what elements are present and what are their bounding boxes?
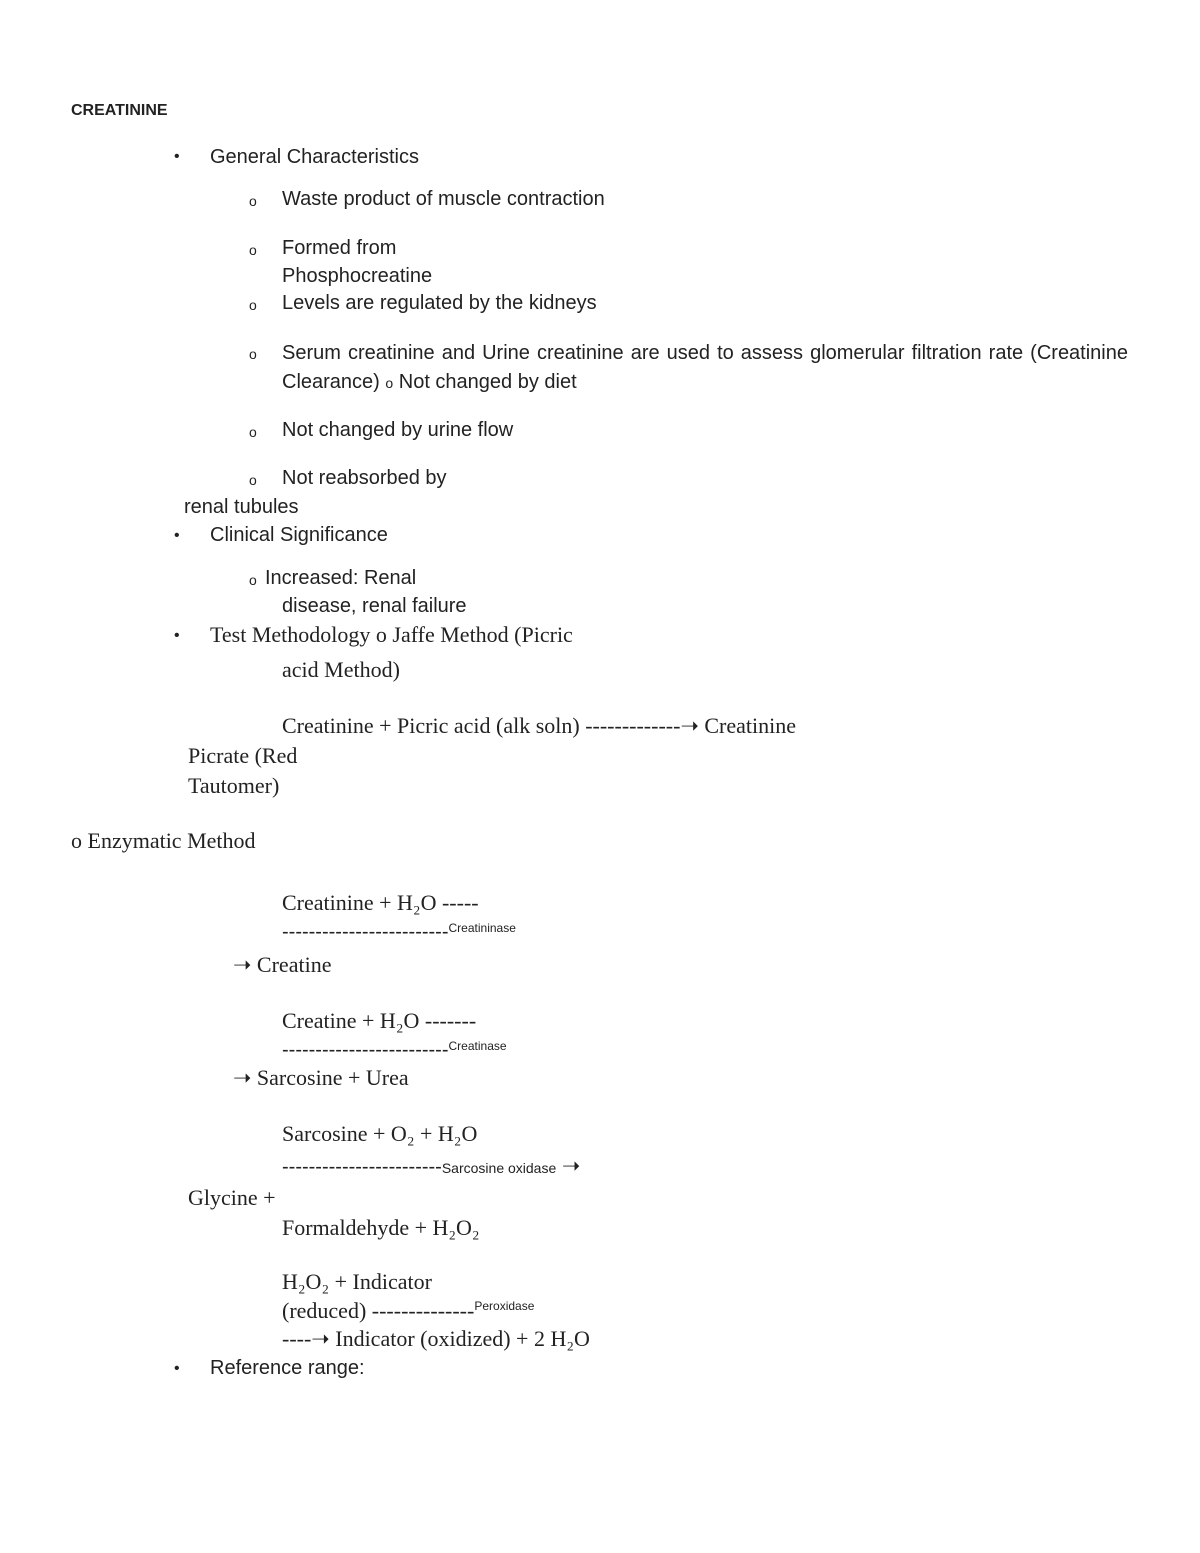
eq2-product: ➝ Sarcosine + Urea	[233, 1065, 409, 1090]
eq4-line3: ----➝ Indicator (oxidized) + 2 H₂O	[282, 1326, 590, 1351]
bullet-clinical: •	[174, 527, 180, 544]
jaffe-equation-cont-1: Picrate (Red	[188, 743, 298, 768]
general-heading: General Characteristics	[210, 146, 419, 168]
eq4-line1: H₂O₂ + Indicator	[282, 1269, 432, 1294]
bullet-reference: •	[174, 1360, 180, 1377]
eq3-dashes	[282, 1155, 580, 1177]
clinical-item-1-line2: disease, renal failure	[282, 595, 467, 617]
general-item-5: Not changed by urine flow	[282, 419, 514, 441]
eq1-product: ➝ Creatine	[233, 952, 332, 977]
sub-bullet-2: o	[249, 242, 257, 258]
clinical-heading: Clinical Significance	[210, 524, 388, 546]
eq1-dash-run: -------------------------	[282, 921, 449, 943]
bullet-general: •	[174, 148, 180, 165]
eq1-line1: Creatinine + H₂O -----	[282, 890, 479, 915]
eq3-line1: Sarcosine + O₂ + H₂O	[282, 1121, 478, 1146]
eq3-enzyme: Sarcosine oxidase	[441, 1160, 557, 1176]
general-item-2-line1: Formed from	[282, 237, 397, 259]
general-item-6-line1: Not reabsorbed by	[282, 467, 447, 489]
test-heading-line2: acid Method)	[282, 657, 400, 682]
reference-heading: Reference range:	[210, 1357, 365, 1379]
enzymatic-heading: o Enzymatic Method	[71, 828, 256, 853]
eq2-line1: Creatine + H₂O -------	[282, 1008, 477, 1033]
sub-bullet-inline: o	[385, 375, 394, 391]
eq3-product-2: Formaldehyde + H₂O₂	[282, 1215, 480, 1240]
sub-bullet-6: o	[249, 472, 257, 488]
general-item-4-tail: Not changed by diet	[398, 371, 577, 393]
sub-bullet-7: o	[249, 572, 257, 588]
eq1-enzyme: Creatininase	[448, 921, 516, 935]
general-item-6-line2: renal tubules	[184, 496, 299, 518]
page-title: CREATININE	[71, 102, 168, 119]
jaffe-equation: Creatinine + Picric acid (alk soln) -------------➝ Creatinine	[282, 713, 797, 738]
eq4-enzyme: Peroxidase	[474, 1299, 535, 1313]
jaffe-equation-cont-2: Tautomer)	[188, 773, 280, 798]
eq4-line2-text: (reduced) --------------	[282, 1298, 475, 1323]
test-heading: Test Methodology o Jaffe Method (Picric	[210, 622, 573, 647]
eq1-dashes	[282, 922, 516, 942]
sub-bullet-1: o	[249, 193, 257, 209]
eq3-dash-run: ------------------------	[282, 1156, 442, 1178]
bullet-test: •	[174, 627, 180, 644]
clinical-item-1-line1: Increased: Renal	[265, 567, 417, 589]
eq2-dashes	[282, 1040, 507, 1060]
general-item-1: Waste product of muscle contraction	[282, 188, 605, 210]
eq2-dash-run: -------------------------	[282, 1039, 449, 1061]
eq3-arrow: ➝	[561, 1153, 581, 1178]
general-item-2-line2: Phosphocreatine	[282, 265, 433, 287]
eq3-product-1: Glycine +	[188, 1185, 276, 1210]
general-item-4-text: Serum creatinine and Urine creatinine are used to assess glomerular filtration rate (Creatinine Clearance)	[282, 342, 1128, 393]
general-item-4	[282, 339, 1128, 398]
eq2-enzyme: Creatinase	[448, 1039, 507, 1053]
general-item-3: Levels are regulated by the kidneys	[282, 292, 597, 314]
sub-bullet-3: o	[249, 297, 257, 313]
sub-bullet-5: o	[249, 424, 257, 440]
eq4-line2	[282, 1300, 534, 1322]
sub-bullet-4: o	[249, 346, 257, 362]
